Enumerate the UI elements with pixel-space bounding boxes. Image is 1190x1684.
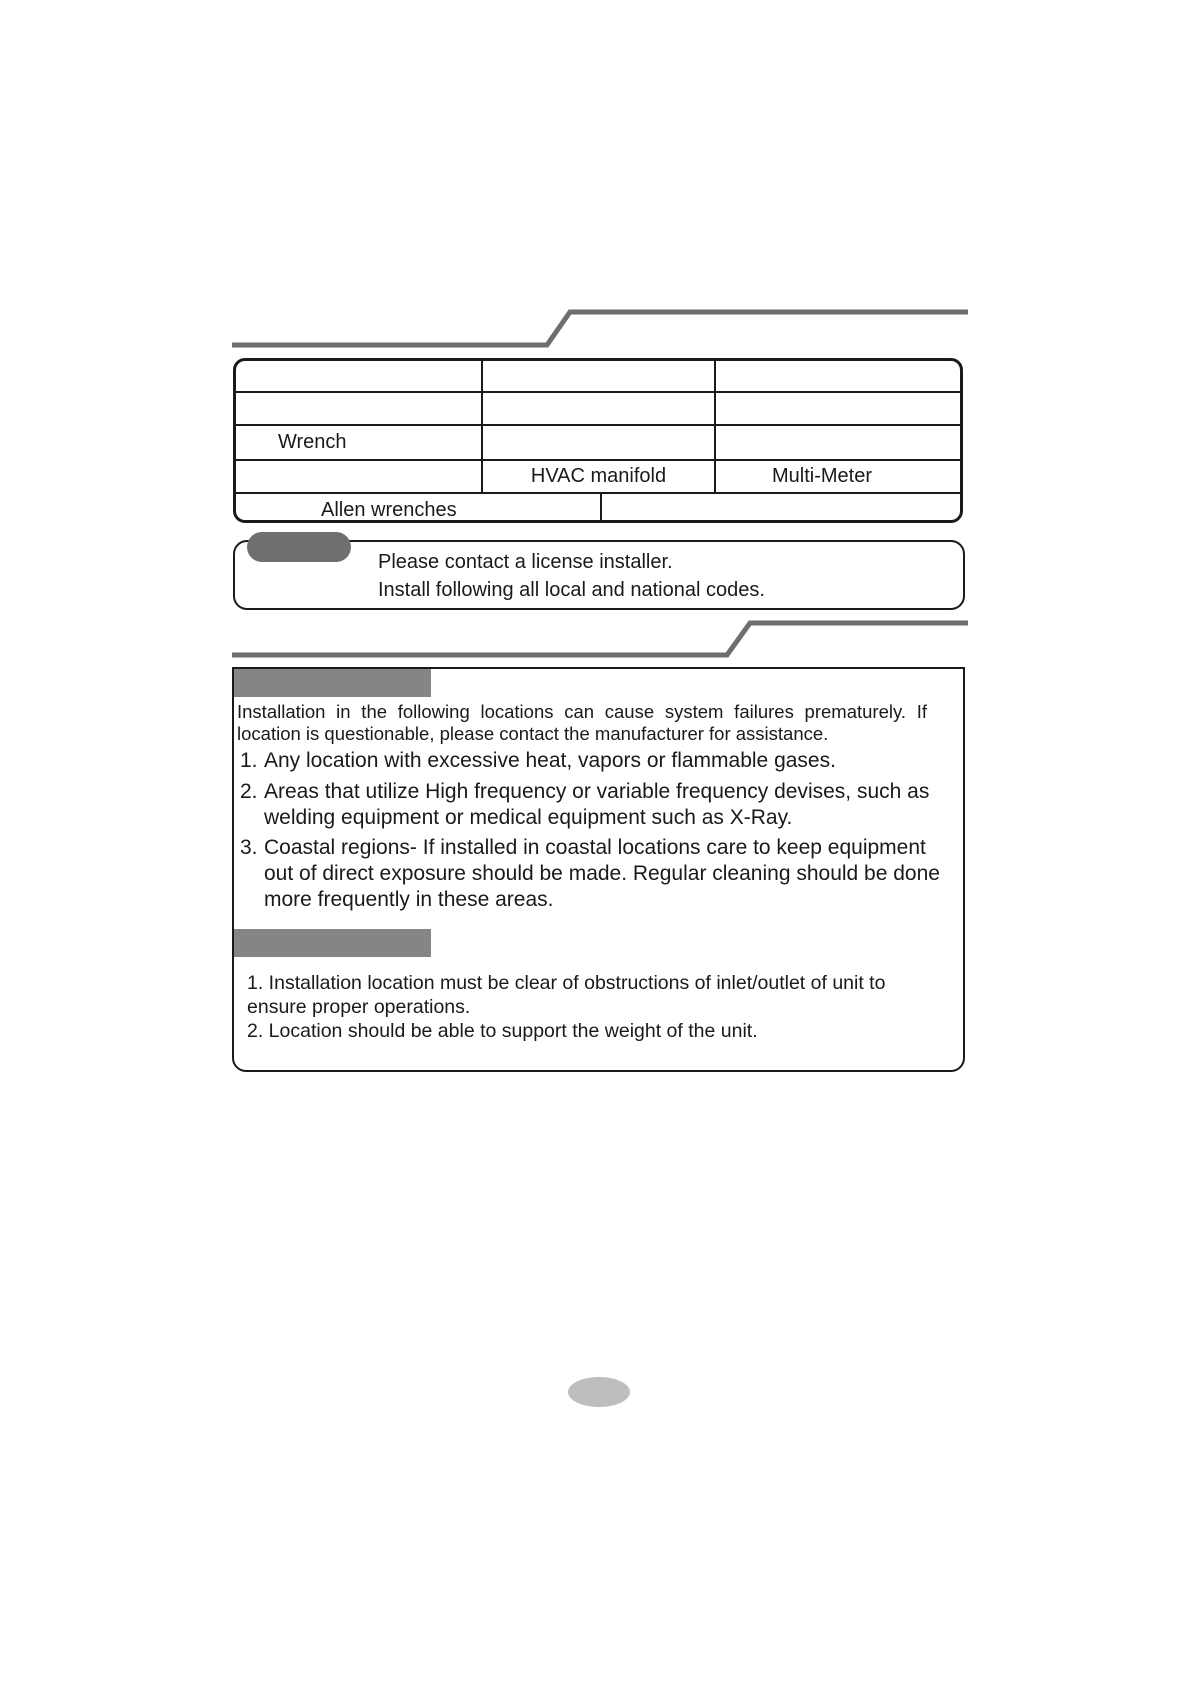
intro-line: Installation in the following locations can cause system failures prematurely. If [237,701,927,722]
list-text: welding equipment or medical equipment such as X-Ray. [264,806,793,829]
table-cell [716,393,960,424]
table-row [236,393,960,426]
table-cell: Allen wrenches [236,494,602,523]
table-cell: Multi-Meter [772,465,873,487]
table-cell [483,426,716,459]
page-number-oval [568,1377,630,1407]
table-cell [483,361,716,391]
table-cell [236,393,483,424]
requirement-line: 2. Location should be able to support the weight of the unit. [247,1020,758,1042]
list-text: more frequently in these areas. [264,888,554,911]
table-cell: HVAC manifold [483,461,716,492]
list-item [240,779,952,831]
table-cell: Wrench [236,426,483,459]
list-number: 3. [240,836,258,859]
table-cell [716,426,960,459]
section-heading-bar [234,669,431,697]
list-text: Areas that utilize High frequency or variable frequency devises, such as [264,780,930,803]
caution-line: Please contact a license installer. [378,551,673,573]
table-cell [236,461,483,492]
intro-line: location is questionable, please contact the manufacturer for assistance. [237,723,829,744]
table-cell [483,393,716,424]
section-heading-bar [234,929,431,957]
location-section-rule [232,623,968,655]
list-text: Coastal regions- If installed in coastal locations care to keep equipment [264,836,926,859]
requirement-line: 1. Installation location must be clear of obstructions of inlet/outlet of unit to [247,972,886,994]
table-row [236,461,960,494]
caution-tag [247,532,351,562]
table-cell [602,494,960,523]
list-text: out of direct exposure should be made. Regular cleaning should be done [264,862,940,885]
list-item [240,835,952,913]
requirement-line: ensure proper operations. [247,996,471,1018]
table-row [236,494,960,523]
tools-section-rule [232,312,968,345]
list-number: 2. [240,780,258,803]
tools-table [233,358,963,523]
caution-line: Install following all local and national codes. [378,579,765,601]
list-number: 1. [240,749,258,772]
list-item [240,748,952,774]
table-cell [716,361,960,391]
table-row [236,426,960,461]
intro-text [237,701,927,745]
table-cell [236,361,483,391]
list-text: Any location with excessive heat, vapors or flammable gases. [264,749,836,772]
table-row [236,361,960,393]
